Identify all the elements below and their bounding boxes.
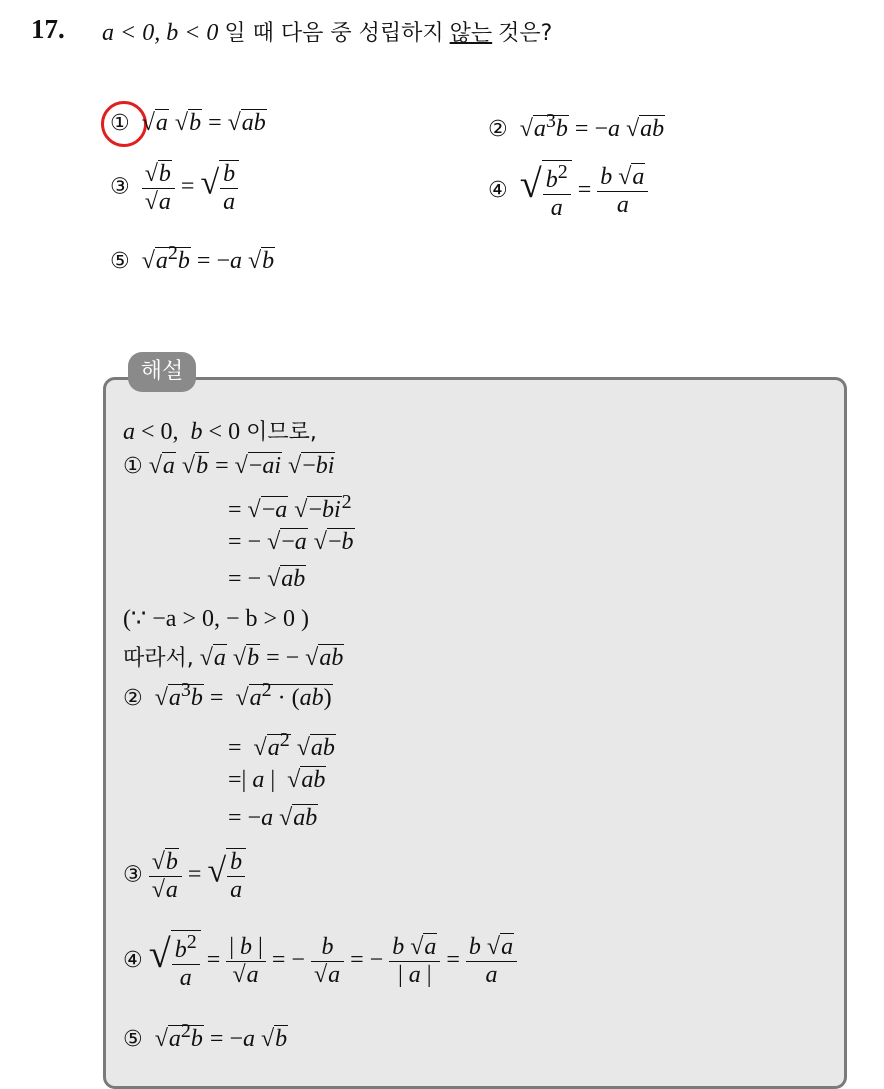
question-emphasis: 않는 (449, 21, 493, 46)
solution-tag: 해설 (128, 352, 196, 392)
choice-2[interactable]: ② $√a^3b = -a$ √ab (488, 110, 665, 142)
question-text: 일 때 다음 중 성립하지 (224, 21, 444, 46)
choice-4[interactable]: ④ √ $\frac{b^2}{a}$ = $\frac{b √a}{a}$ (488, 160, 648, 222)
choice-3[interactable]: ③ $\frac{√b}{√a}$ = √ $\frac{b}{a}$ (110, 160, 239, 216)
solution-step-4: ④ √ $\frac{b^2}{a}$ = $\frac{| b |}{√a}$ = − $\frac{b}{√a}$ = − $\frac{b √a}{| a |}$ = $\frac{b √a}{a}$ (123, 930, 517, 992)
choice-2-marker: ② (488, 117, 508, 142)
question-condition: a < 0, b < 0 (102, 20, 219, 46)
choice-5[interactable]: ⑤ $√a^2b = -a$ √b (110, 242, 275, 274)
solution-intro: a < 0, b < 0 이므로, (123, 419, 317, 445)
solution-marker-5: ⑤ (123, 1027, 143, 1052)
solution-step-1d: = − √ab (228, 566, 306, 592)
solution-step-5: ⑤ $√a^2b = -a$ √b (123, 1020, 288, 1052)
choice-1-marker: ① (110, 111, 130, 136)
solution-marker-3: ③ (123, 862, 143, 888)
question-stem (102, 16, 552, 47)
choice-5-marker: ⑤ (110, 249, 130, 274)
choice-3-marker: ③ (110, 174, 130, 200)
solution-step-3: ③ $\frac{√b}{√a}$ = √ $\frac{b}{a}$ (123, 848, 246, 904)
solution-marker-4: ④ (123, 948, 143, 973)
solution-therefore: 따라서, (123, 646, 194, 671)
solution-step-1b: = √−a $√-bi^2$ (228, 491, 352, 523)
solution-step-2d: = −a √ab (228, 805, 318, 831)
solution-intro-text: 이므로, (246, 420, 317, 445)
choice-4-marker: ④ (488, 178, 508, 203)
solution-marker-2: ② (123, 686, 143, 711)
solution-step-1c: = − √−a √−b (228, 529, 354, 555)
solution-step-2c: =| a | √ab (228, 767, 326, 793)
choice-1[interactable]: ① √a √b = √ab (110, 110, 266, 136)
question-end: 것은? (498, 21, 553, 46)
solution-conclusion: 따라서, √a √b = − √ab (123, 645, 344, 671)
solution-step-2b: = $√a^2$ √ab (228, 729, 335, 761)
solution-reason: (∵ −a > 0, − b > 0 ) (123, 606, 310, 632)
question-number: 17. (31, 14, 65, 44)
solution-step-1: ① √a √b = √−ai √−bi (123, 453, 335, 479)
solution-step-2: ② $√a^3b = √a^2 \cdot (ab)$ (123, 679, 332, 711)
solution-marker-1: ① (123, 454, 143, 479)
